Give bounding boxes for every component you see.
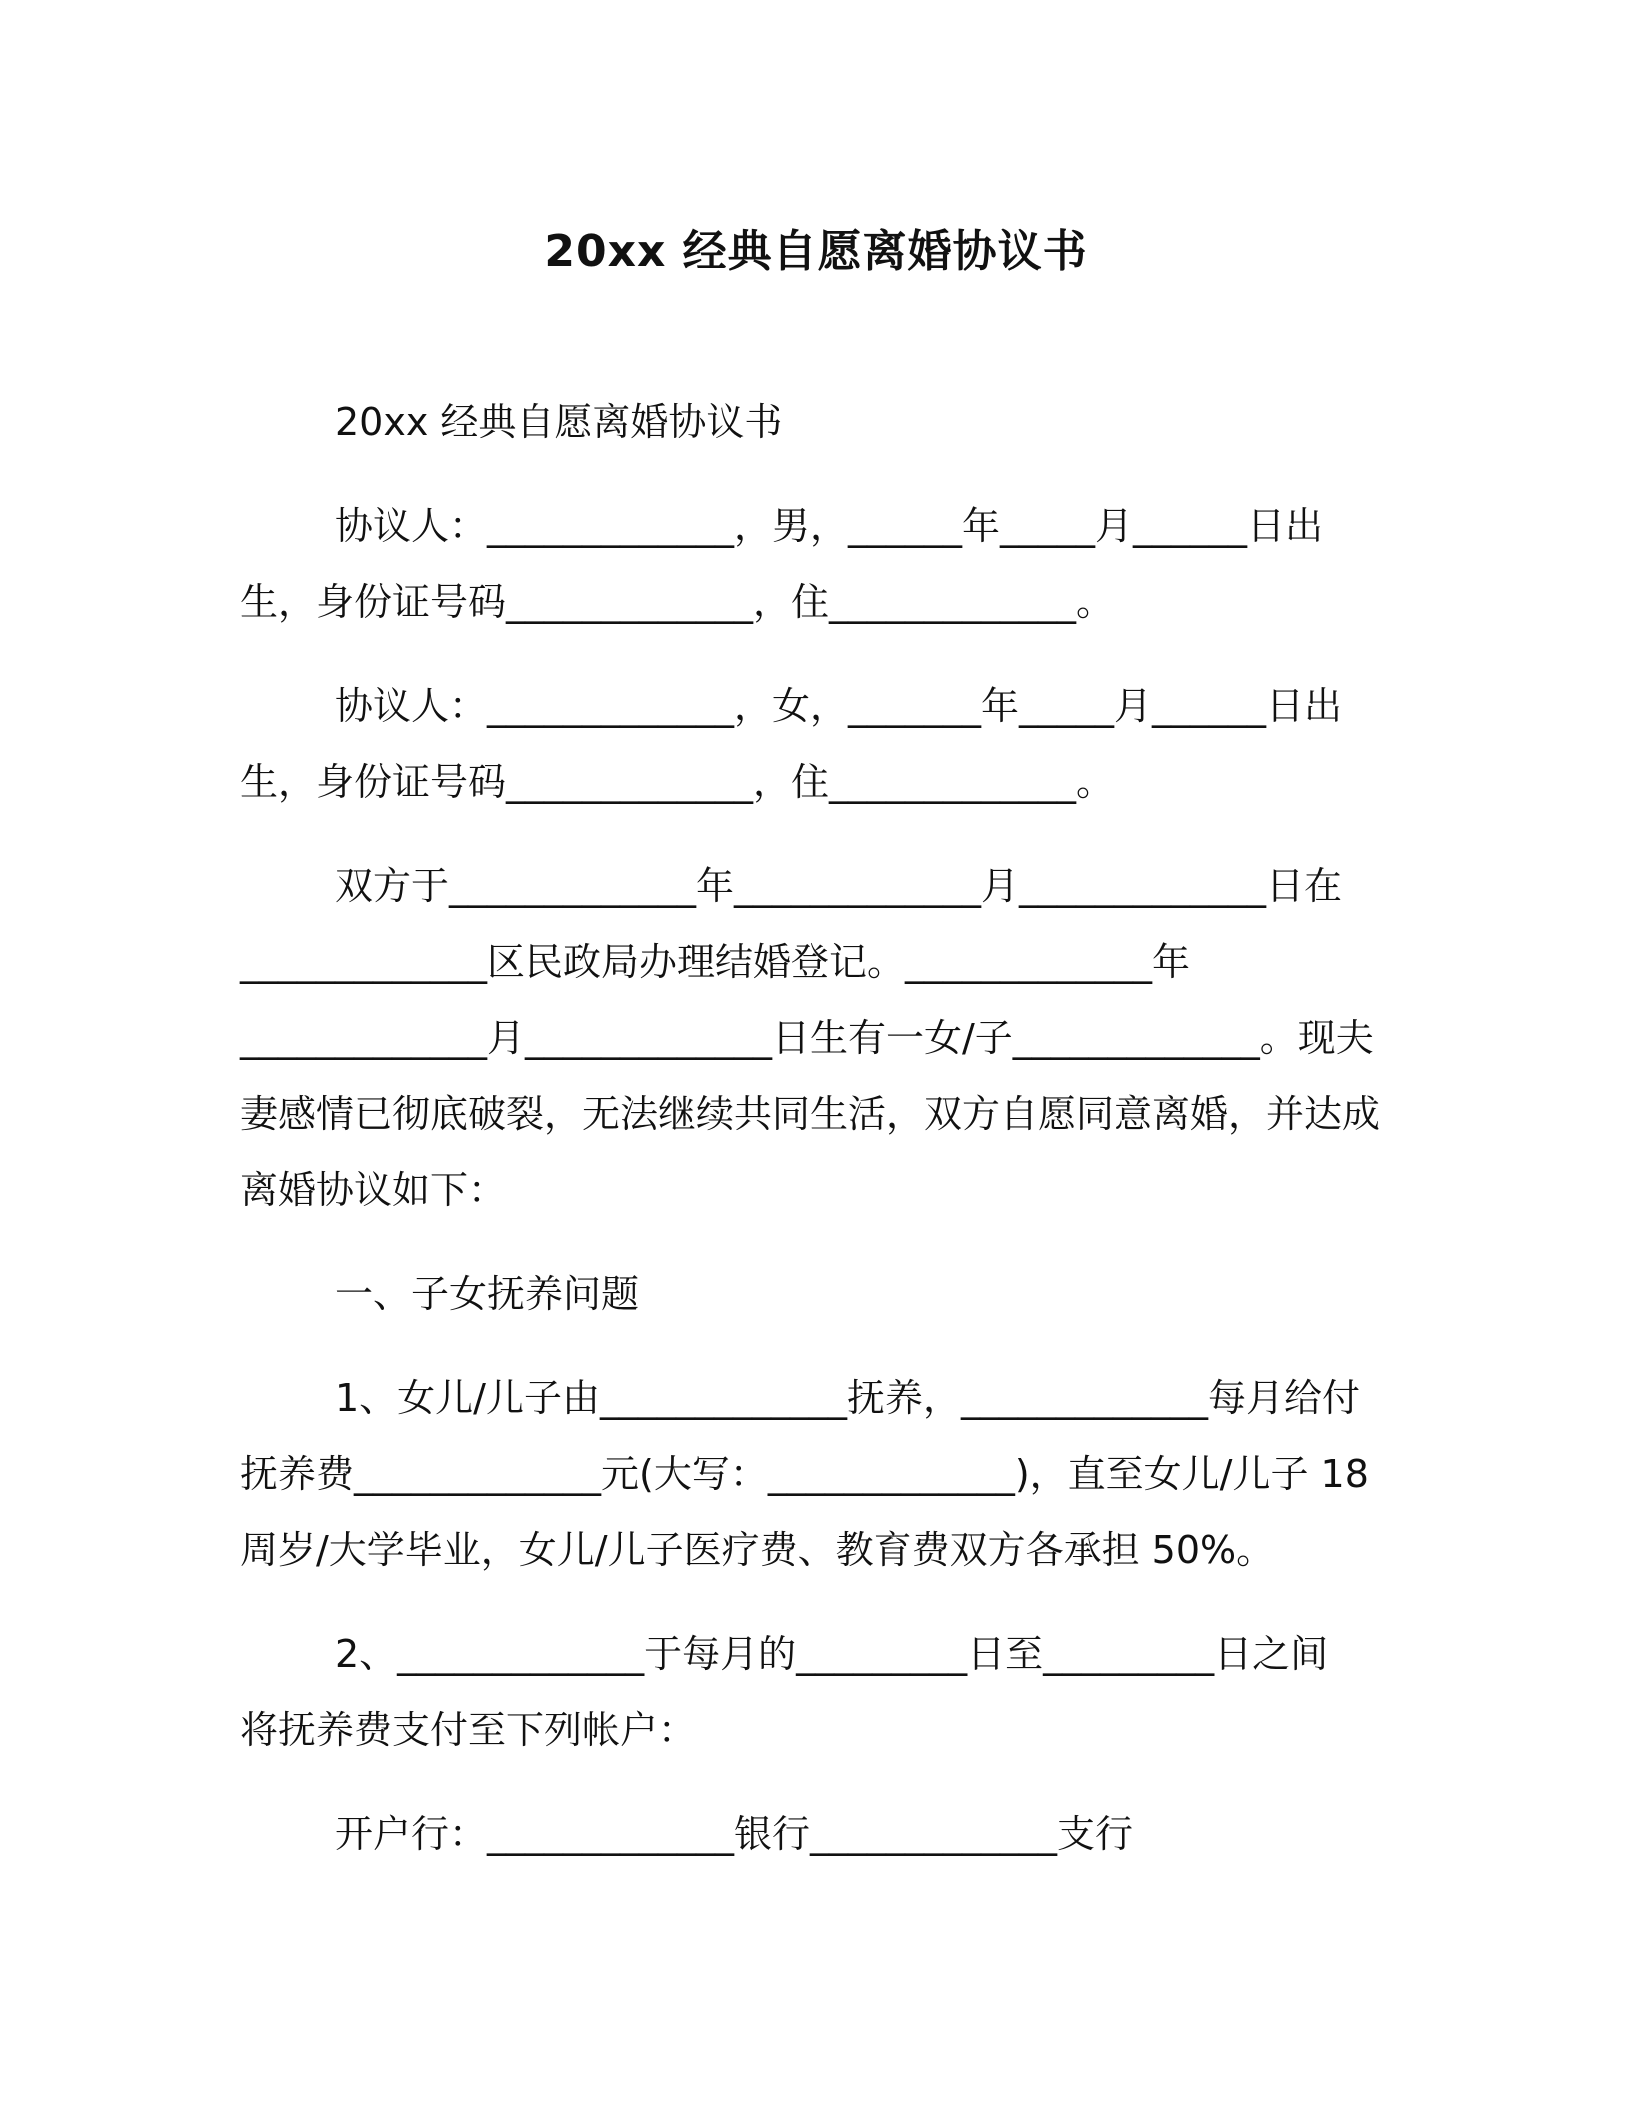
section-heading-child: 一、子女抚养问题	[335, 1272, 640, 1316]
marriage-line-5: 离婚协议如下：	[240, 1168, 507, 1212]
marriage-line-1: 双方于_____________年_____________月_____________日在	[335, 864, 1343, 908]
clause-2-line-2: 将抚养费支付至下列帐户：	[240, 1708, 697, 1752]
clause-1-line-3: 周岁/大学毕业，女儿/儿子医疗费、教育费双方各承担 50%。	[240, 1528, 1275, 1572]
marriage-line-3: _____________月_____________日生有一女/子_____________。现夫	[240, 1016, 1374, 1060]
party-female-line-2: 生，身份证号码_____________，住_____________。	[240, 760, 1115, 804]
party-male-line-2: 生，身份证号码_____________，住_____________。	[240, 580, 1115, 624]
marriage-line-4: 妻感情已彻底破裂，无法继续共同生活，双方自愿同意离婚，并达成	[240, 1092, 1381, 1136]
clause-2-line-1: 2、_____________于每月的_________日至_________日之间	[335, 1632, 1329, 1676]
party-female-line-1: 协议人：_____________，女，_______年_____月______日出	[335, 684, 1343, 728]
document-title: 20xx 经典自愿离婚协议书	[544, 226, 1088, 277]
marriage-line-2: _____________区民政局办理结婚登记。_____________年	[240, 940, 1191, 984]
party-male-line-1: 协议人：_____________，男，______年_____月______日出	[335, 504, 1324, 548]
clause-1-line-1: 1、女儿/儿子由_____________抚养，_____________每月给付	[335, 1376, 1360, 1420]
subtitle-line: 20xx 经典自愿离婚协议书	[335, 400, 783, 444]
clause-1-line-2: 抚养费_____________元(大写：_____________)，直至女儿/儿子 18	[240, 1452, 1369, 1496]
bank-line: 开户行：_____________银行_____________支行	[335, 1812, 1134, 1856]
